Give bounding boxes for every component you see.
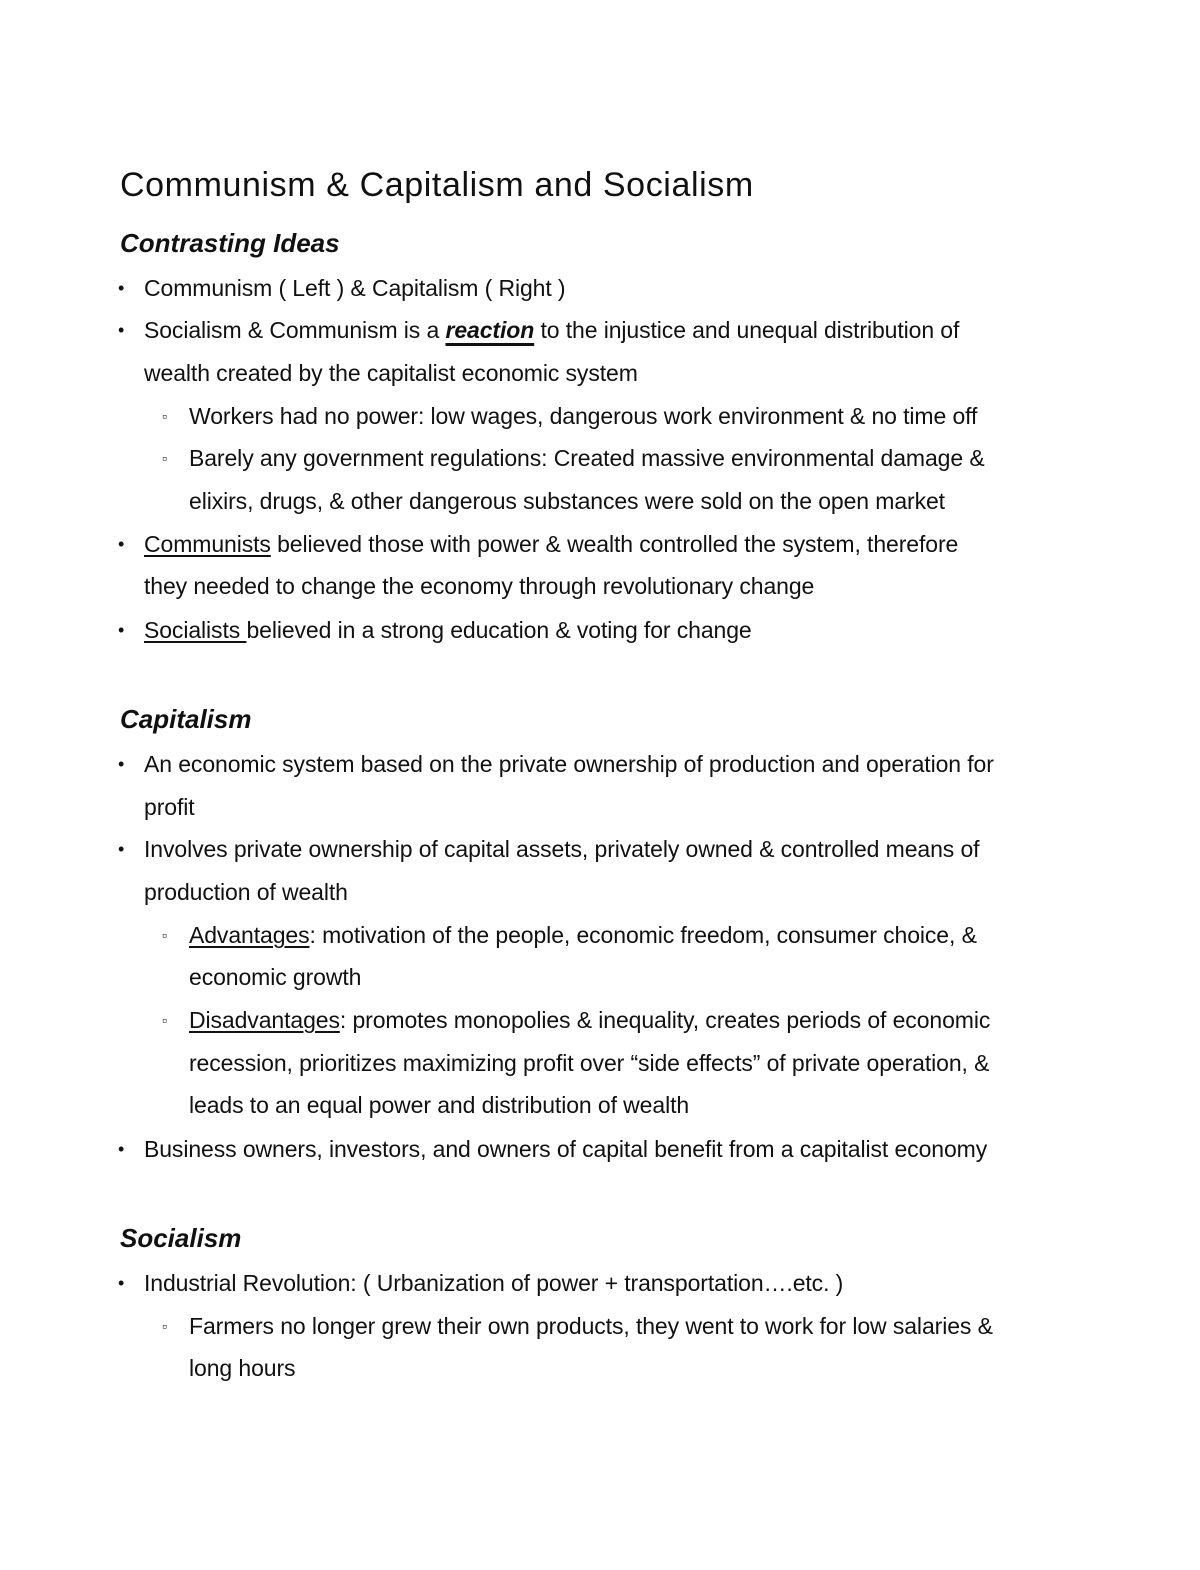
sub-bullet-icon: ▫ (162, 1012, 167, 1028)
list-item: Involves private ownership of capital assets, privately owned & controlled means of (144, 836, 980, 862)
list-item-continuation: profit (144, 794, 195, 820)
sub-list-item-continuation: elixirs, drugs, & other dangerous substances were sold on the open market (189, 488, 945, 514)
list-item: Industrial Revolution: ( Urbanization of power + transportation….etc. ) (144, 1270, 844, 1296)
list-item: An economic system based on the private ownership of production and operation for (144, 751, 994, 777)
list-item: Socialists believed in a strong education & voting for change (144, 617, 752, 643)
sub-bullet-icon: ▫ (162, 450, 167, 466)
list-item: Business owners, investors, and owners of capital benefit from a capitalist economy (144, 1136, 988, 1162)
heading-contrasting-ideas: Contrasting Ideas (120, 228, 340, 258)
sub-list-item-continuation: economic growth (189, 964, 362, 990)
sub-list-item: Workers had no power: low wages, dangerous work environment & no time off (189, 403, 978, 429)
list-item-continuation: they needed to change the economy through revolutionary change (144, 573, 815, 599)
term-advantages: Advantages (189, 922, 310, 948)
list-item: Communism ( Left ) & Capitalism ( Right ) (144, 275, 566, 301)
term-socialists: Socialists (144, 617, 247, 643)
sub-list-item: Advantages: motivation of the people, economic freedom, consumer choice, & (189, 922, 977, 948)
heading-capitalism: Capitalism (120, 704, 252, 734)
sub-bullet-icon: ▫ (162, 408, 167, 424)
bullet-icon: • (118, 534, 125, 554)
document-title: Communism & Capitalism and Socialism (120, 166, 754, 204)
list-item: Socialism & Communism is a reaction to the injustice and unequal distribution of (144, 317, 960, 343)
list-item-continuation: wealth created by the capitalist economic system (144, 360, 638, 386)
bullet-icon: • (118, 1273, 125, 1293)
bullet-icon: • (118, 1139, 125, 1159)
bullet-icon: • (118, 620, 125, 640)
sub-bullet-icon: ▫ (162, 1318, 167, 1334)
sub-list-item: Disadvantages: promotes monopolies & inequality, creates periods of economic (189, 1007, 991, 1033)
sub-list-item: Barely any government regulations: Created massive environmental damage & (189, 445, 985, 471)
term-communists: Communists (144, 531, 271, 557)
bullet-icon: • (118, 320, 125, 340)
sub-list-item-continuation: recession, prioritizes maximizing profit over “side effects” of private operation, & (189, 1050, 990, 1076)
sub-bullet-icon: ▫ (162, 927, 167, 943)
sub-list-item-continuation: leads to an equal power and distribution of wealth (189, 1092, 690, 1118)
term-disadvantages: Disadvantages (189, 1007, 340, 1033)
sub-list-item-continuation: long hours (189, 1355, 296, 1381)
bullet-icon: • (118, 278, 125, 298)
emphasis-reaction: reaction (445, 317, 535, 343)
list-item-continuation: production of wealth (144, 879, 348, 905)
sub-list-item: Farmers no longer grew their own products, they went to work for low salaries & (189, 1313, 993, 1339)
bullet-icon: • (118, 839, 125, 859)
heading-socialism: Socialism (120, 1223, 242, 1253)
bullet-icon: • (118, 754, 125, 774)
list-item: Communists believed those with power & wealth controlled the system, therefore (144, 531, 959, 557)
